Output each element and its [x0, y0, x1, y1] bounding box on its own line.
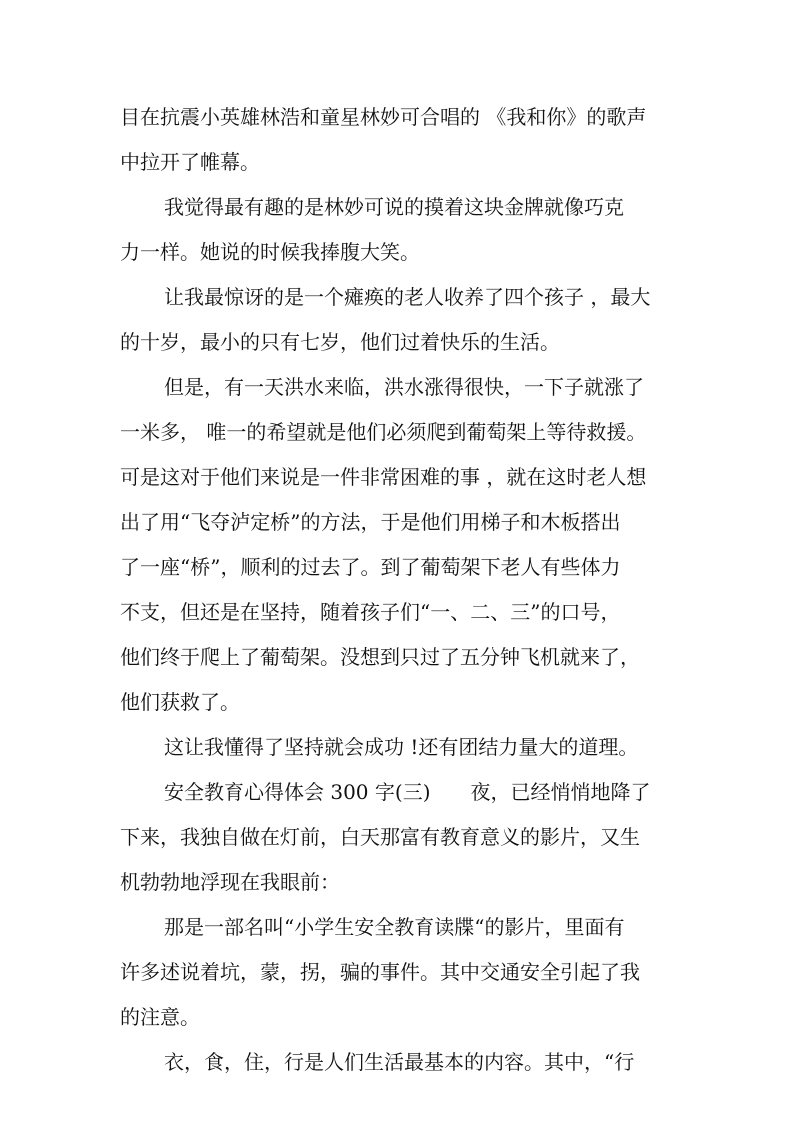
text-line: 他们获救了。 [120, 690, 240, 714]
text-line: 力一样。她说的时候我捧腹大笑。 [120, 240, 420, 264]
text-line: 许多述说着坑，蒙，拐，骗的事件。其中交通安全引起了我 [120, 960, 640, 984]
text-line: 出了用“飞夺泸定桥”的方法，于是他们用梯子和木板搭出 [120, 510, 621, 534]
text-line: 让我最惊讶的是一个瘫痪的老人收养了四个孩子 ，最大 [164, 285, 651, 309]
text-line: 了一座“桥”，顺利的过去了。到了葡萄架下老人有些体力 [120, 555, 621, 579]
text-line: 不支，但还是在坚持，随着孩子们“一、二、三”的口号， [120, 600, 621, 624]
text-line: 中拉开了帷幕。 [120, 150, 260, 174]
text-line: 他们终于爬上了葡萄架。没想到只过了五分钟飞机就来了， [120, 645, 640, 669]
text-line: 的十岁，最小的只有七岁，他们过着快乐的生活。 [120, 330, 560, 354]
text-line: 的注意。 [120, 1005, 200, 1029]
text-line: 这让我懂得了坚持就会成功 !还有团结力量大的道理。 [164, 735, 639, 759]
text-line: 衣，食，住，行是人们生活最基本的内容。其中，“行 [164, 1050, 635, 1074]
text-line: 我觉得最有趣的是林妙可说的摸着这块金牌就像巧克 [164, 195, 624, 219]
text-line: 下来，我独自做在灯前，白天那富有教育意义的影片，又生 [120, 825, 640, 849]
text-line: 机勃勃地浮现在我眼前： [120, 870, 340, 894]
text-line: 安全教育心得体会 300 字(三) 夜，已经悄悄地降了 [164, 780, 651, 804]
text-line: 但是，有一天洪水来临，洪水涨得很快，一下子就涨了 [164, 375, 644, 399]
text-line: 可是这对于他们来说是一件非常困难的事 ，就在这时老人想 [120, 465, 647, 489]
text-line: 那是一部名叫“小学生安全教育读牒“的影片，里面有 [164, 915, 625, 939]
text-line: 一米多， 唯一的希望就是他们必须爬到葡萄架上等待救援。 [120, 420, 647, 444]
body-text [120, 95, 680, 1085]
text-line: 目在抗震小英雄林浩和童星林妙可合唱的 《我和你》的歌声 [120, 105, 647, 129]
